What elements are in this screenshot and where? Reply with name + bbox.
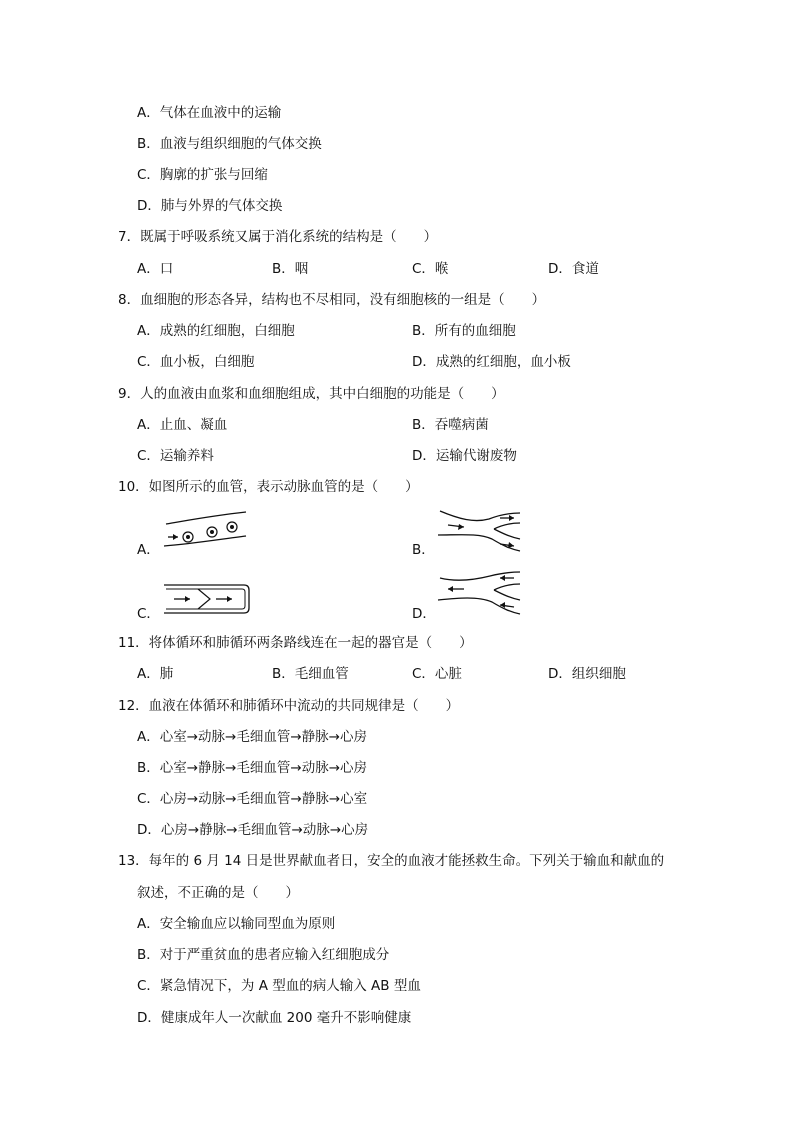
- q10-option-a: A．: [137, 542, 160, 558]
- q12-option-b: B．心室→静脉→毛细血管→动脉→心房: [137, 760, 368, 776]
- q7-option-b: B．咽: [272, 261, 309, 277]
- q8-stem: 8．血细胞的形态各异，结构也不尽相同，没有细胞核的一组是（ ）: [118, 292, 546, 308]
- q12-option-a: A．心室→动脉→毛细血管→静脉→心房: [137, 729, 367, 745]
- q9-option-c: C．运输养料: [137, 448, 214, 464]
- q11-option-b: B．毛细血管: [272, 666, 349, 682]
- q13-stem-line2: 叙述，不正确的是（ ）: [137, 885, 299, 901]
- q13-option-d: D．健康成年人一次献血 200 毫升不影响健康: [137, 1010, 412, 1026]
- q12-option-c: C．心房→动脉→毛细血管→静脉→心室: [137, 791, 368, 807]
- q9-option-d: D．运输代谢废物: [412, 448, 517, 464]
- q6-option-b: B．血液与组织细胞的气体交换: [137, 136, 322, 152]
- q11-option-a: A．肺: [137, 666, 174, 682]
- q7-stem: 7．既属于呼吸系统又属于消化系统的结构是（ ）: [118, 229, 438, 245]
- q13-option-b: B．对于严重贫血的患者应输入红细胞成分: [137, 947, 390, 963]
- q10-stem: 10．如图所示的血管，表示动脉血管的是（ ）: [118, 479, 419, 495]
- q6-option-c: C．胸廓的扩张与回缩: [137, 167, 268, 183]
- q10-option-b: B．: [412, 542, 435, 558]
- q11-option-d: D．组织细胞: [548, 666, 626, 682]
- q8-option-a: A．成熟的红细胞，白细胞: [137, 323, 295, 339]
- q11-stem: 11．将体循环和肺循环两条路线连在一起的器官是（ ）: [118, 635, 473, 651]
- q13-option-a: A．安全输血应以输同型血为原则: [137, 916, 336, 932]
- q10-option-c: C．: [137, 606, 160, 622]
- q9-option-b: B．吞噬病菌: [412, 417, 489, 433]
- q10-figure-d-vessel: [434, 568, 524, 618]
- q10-figure-c-vein-with-valve: [160, 582, 252, 616]
- q10-option-d: D．: [412, 606, 436, 622]
- q11-option-c: C．心脏: [412, 666, 462, 682]
- q7-option-c: C．喉: [412, 261, 449, 277]
- q13-option-c: C．紧急情况下，为 A 型血的病人输入 AB 型血: [137, 978, 421, 994]
- q7-option-d: D．食道: [548, 261, 599, 277]
- q10-figure-b-vessel: [434, 505, 524, 557]
- q8-option-d: D．成熟的红细胞，血小板: [412, 354, 571, 370]
- q13-stem-line1: 13．每年的 6 月 14 日是世界献血者日，安全的血液才能拯救生命。下列关于输血和献血的: [118, 853, 665, 869]
- q7-option-a: A．口: [137, 261, 174, 277]
- q9-option-a: A．止血、凝血: [137, 417, 228, 433]
- q12-option-d: D．心房→静脉→毛细血管→动脉→心房: [137, 822, 369, 838]
- q9-stem: 9．人的血液由血浆和血细胞组成，其中白细胞的功能是（ ）: [118, 386, 505, 402]
- q10-figure-a-vessel: [160, 510, 250, 556]
- q12-stem: 12．血液在体循环和肺循环中流动的共同规律是（ ）: [118, 698, 460, 714]
- q6-option-d: D．肺与外界的气体交换: [137, 198, 283, 214]
- q8-option-c: C．血小板，白细胞: [137, 354, 255, 370]
- q6-option-a: A．气体在血液中的运输: [137, 105, 282, 121]
- q8-option-b: B．所有的血细胞: [412, 323, 516, 339]
